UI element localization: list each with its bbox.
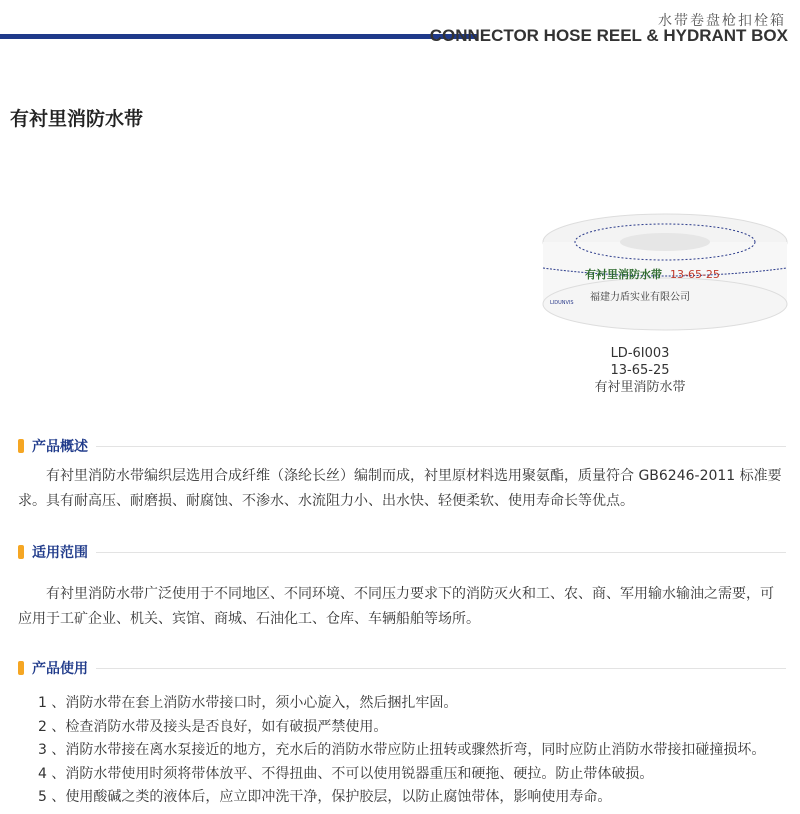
list-item: 5 、使用酸碱之类的液体后，应立即冲洗干净，保护胶层，以防止腐蚀带体，影响使用寿命。 xyxy=(38,789,612,805)
divider xyxy=(96,668,786,669)
section-usage xyxy=(18,658,786,810)
section-title: 适用范围 xyxy=(32,545,88,561)
section-title: 产品概述 xyxy=(32,439,88,455)
fire-hose-image xyxy=(540,212,790,332)
section-text: 有衬里消防水带编织层选用合成纤维（涤纶长丝）编制而成，衬里原材料选用聚氨酯，质量符合 GB6246-2011 标准要求。具有耐高压、耐磨损、耐腐蚀、不渗水、水流阻力小、出水快、轻便柔软、使用寿命长等优点。 xyxy=(18,468,782,509)
list-item: 2 、检查消防水带及接头是否良好，如有破损严禁使用。 xyxy=(38,718,388,735)
hose-print-name: 有衬里消防水带 xyxy=(585,268,662,281)
section-marker-icon xyxy=(18,661,24,675)
list-item: 3 、消防水带接在离水泵接近的地方，充水后的消防水带应防止扭转或骤然折弯，同时应防止消防水带接扣碰撞损坏。 xyxy=(38,742,766,758)
list-item: 4 、消防水带使用时须将带体放平、不得扭曲、不可以使用锐器重压和硬拖、硬拉。防止带体破损。 xyxy=(38,765,654,782)
hose-print-company: 福建力盾实业有限公司 xyxy=(590,292,690,303)
section-scope xyxy=(18,542,786,632)
product-caption xyxy=(565,345,715,396)
hose-print-spec: 13-65-25 xyxy=(670,268,720,281)
section-text: 有衬里消防水带广泛使用于不同地区、不同环境、不同压力要求下的消防灭火和工、农、商、军用输水输油之需要，可应用于工矿企业、机关、宾馆、商城、石油化工、仓库、车辆船舶等场所。 xyxy=(18,586,774,627)
header-accent-bar xyxy=(0,34,478,39)
section-marker-icon xyxy=(18,545,24,559)
product-name: 有衬里消防水带 xyxy=(594,380,686,395)
divider xyxy=(96,446,786,447)
section-marker-icon xyxy=(18,439,24,453)
product-spec: 13-65-25 xyxy=(610,363,670,378)
divider xyxy=(96,552,786,553)
list-item: 1 、消防水带在套上消防水带接口时，须小心旋入，然后捆扎牢固。 xyxy=(38,695,458,711)
header-en-title: CONNECTOR HOSE REEL & HYDRANT BOX xyxy=(429,26,788,45)
product-model: LD-6I003 xyxy=(610,346,670,361)
usage-list xyxy=(38,692,786,810)
hose-brand-logo: LIDUNVIS xyxy=(550,300,574,306)
section-title: 产品使用 xyxy=(32,661,88,677)
page-title: 有衬里消防水带 xyxy=(10,108,144,130)
section-overview xyxy=(18,436,786,514)
header-cn-title: 水带卷盘枪扣栓箱 xyxy=(658,13,786,29)
